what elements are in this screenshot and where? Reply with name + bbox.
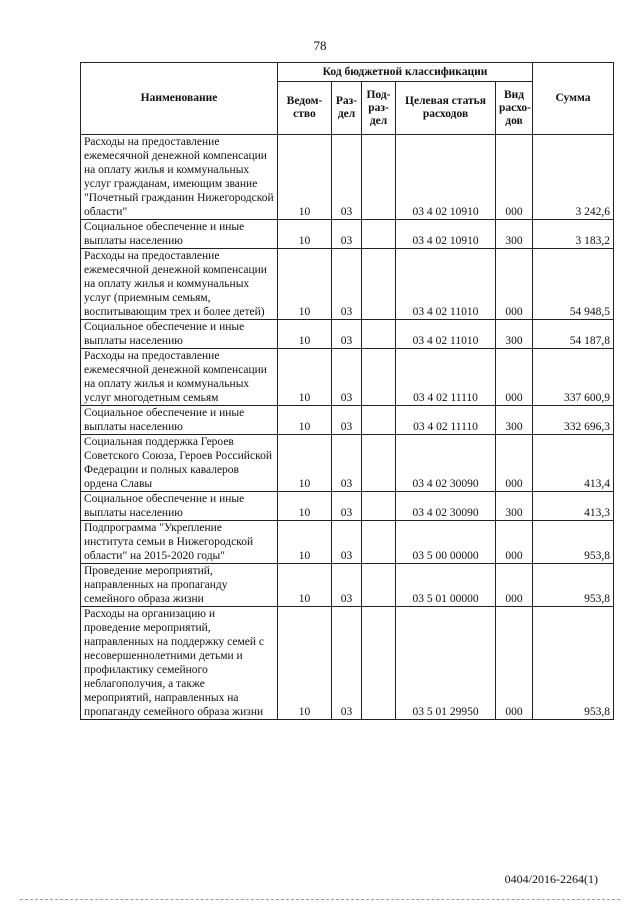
row-name: Расходы на предоставление ежемесячной денежной компенсации на оплату жилья и коммунальных услуг (приемным семьям, воспитывающим трех и более детей) [81, 249, 278, 320]
table-row [81, 320, 614, 349]
row-name: Расходы на предоставление ежемесячной денежной компенсации на оплату жилья и коммунальных услуг многодетным семьям [81, 349, 278, 406]
row-target: 03 5 00 00000 [396, 521, 496, 564]
header-expense-type: Вид расхо-дов [496, 82, 533, 135]
row-department: 10 [278, 406, 332, 435]
row-name: Социальное обеспечение и иные выплаты населению [81, 320, 278, 349]
row-section: 03 [332, 564, 362, 607]
row-target: 03 4 02 11010 [396, 249, 496, 320]
row-subsection [362, 220, 396, 249]
budget-classification-table [80, 62, 614, 720]
row-target: 03 4 02 10910 [396, 220, 496, 249]
row-expense-type: 000 [496, 521, 533, 564]
header-department: Ведом-ство [278, 82, 332, 135]
row-name: Расходы на организацию и проведение мероприятий, направленных на поддержку семей с несовершеннолетними детьми и профилактику семейного неблагополучия, а также мероприятий, направленных на пропаганду семейного образа жизни [81, 607, 278, 720]
row-section: 03 [332, 320, 362, 349]
row-subsection [362, 249, 396, 320]
table-row [81, 435, 614, 492]
row-target: 03 4 02 11110 [396, 406, 496, 435]
row-subsection [362, 320, 396, 349]
row-target: 03 4 02 30090 [396, 492, 496, 521]
row-section: 03 [332, 349, 362, 406]
table-row [81, 564, 614, 607]
row-sum: 3 183,2 [533, 220, 614, 249]
row-subsection [362, 349, 396, 406]
row-name: Проведение мероприятий, направленных на пропаганду семейного образа жизни [81, 564, 278, 607]
row-target: 03 4 02 10910 [396, 135, 496, 220]
row-name: Социальная поддержка Героев Советского Союза, Героев Российской Федерации и полных кавалеров ордена Славы [81, 435, 278, 492]
row-department: 10 [278, 435, 332, 492]
row-sum: 953,8 [533, 564, 614, 607]
row-sum: 54 948,5 [533, 249, 614, 320]
row-expense-type: 300 [496, 492, 533, 521]
row-expense-type: 000 [496, 564, 533, 607]
table-row [81, 135, 614, 220]
row-expense-type: 000 [496, 607, 533, 720]
table-row [81, 607, 614, 720]
row-section: 03 [332, 607, 362, 720]
row-section: 03 [332, 521, 362, 564]
row-department: 10 [278, 564, 332, 607]
row-target: 03 5 01 29950 [396, 607, 496, 720]
row-name: Социальное обеспечение и иные выплаты населению [81, 220, 278, 249]
table-row [81, 220, 614, 249]
header-section: Раз-дел [332, 82, 362, 135]
table-row [81, 349, 614, 406]
row-section: 03 [332, 249, 362, 320]
row-section: 03 [332, 406, 362, 435]
row-subsection [362, 564, 396, 607]
header-name: Наименование [81, 63, 278, 135]
row-subsection [362, 607, 396, 720]
row-department: 10 [278, 135, 332, 220]
row-sum: 953,8 [533, 607, 614, 720]
row-subsection [362, 406, 396, 435]
row-department: 10 [278, 220, 332, 249]
row-department: 10 [278, 249, 332, 320]
table-row [81, 521, 614, 564]
header-code-group: Код бюджетной классификации [278, 63, 533, 82]
header-sum: Сумма [533, 63, 614, 135]
row-name: Подпрограмма "Укрепление института семьи в Нижегородской области" на 2015-2020 годы" [81, 521, 278, 564]
row-expense-type: 300 [496, 406, 533, 435]
row-expense-type: 300 [496, 320, 533, 349]
row-section: 03 [332, 135, 362, 220]
row-department: 10 [278, 521, 332, 564]
row-sum: 413,4 [533, 435, 614, 492]
table-row [81, 492, 614, 521]
row-target: 03 4 02 11010 [396, 320, 496, 349]
table-row [81, 249, 614, 320]
scan-edge-line [20, 899, 620, 900]
row-subsection [362, 521, 396, 564]
row-name: Расходы на предоставление ежемесячной денежной компенсации на оплату жилья и коммунальных услуг гражданам, имеющим звание "Почетный гражданин Нижегородской области" [81, 135, 278, 220]
row-expense-type: 000 [496, 349, 533, 406]
row-expense-type: 300 [496, 220, 533, 249]
row-sum: 953,8 [533, 521, 614, 564]
row-sum: 54 187,8 [533, 320, 614, 349]
table-row [81, 406, 614, 435]
row-sum: 332 696,3 [533, 406, 614, 435]
row-subsection [362, 435, 396, 492]
row-sum: 3 242,6 [533, 135, 614, 220]
row-name: Социальное обеспечение и иные выплаты населению [81, 492, 278, 521]
row-department: 10 [278, 607, 332, 720]
row-department: 10 [278, 492, 332, 521]
row-subsection [362, 135, 396, 220]
row-department: 10 [278, 320, 332, 349]
row-department: 10 [278, 349, 332, 406]
header-target: Целевая статья расходов [396, 82, 496, 135]
row-target: 03 5 01 00000 [396, 564, 496, 607]
row-name: Социальное обеспечение и иные выплаты населению [81, 406, 278, 435]
header-subsection: Под-раз-дел [362, 82, 396, 135]
row-section: 03 [332, 220, 362, 249]
row-subsection [362, 492, 396, 521]
row-sum: 413,3 [533, 492, 614, 521]
document-code: 0404/2016-2264(1) [504, 872, 598, 886]
row-section: 03 [332, 435, 362, 492]
row-expense-type: 000 [496, 249, 533, 320]
row-expense-type: 000 [496, 435, 533, 492]
row-section: 03 [332, 492, 362, 521]
row-target: 03 4 02 11110 [396, 349, 496, 406]
row-expense-type: 000 [496, 135, 533, 220]
page-number: 78 [313, 38, 327, 53]
row-sum: 337 600,9 [533, 349, 614, 406]
row-target: 03 4 02 30090 [396, 435, 496, 492]
